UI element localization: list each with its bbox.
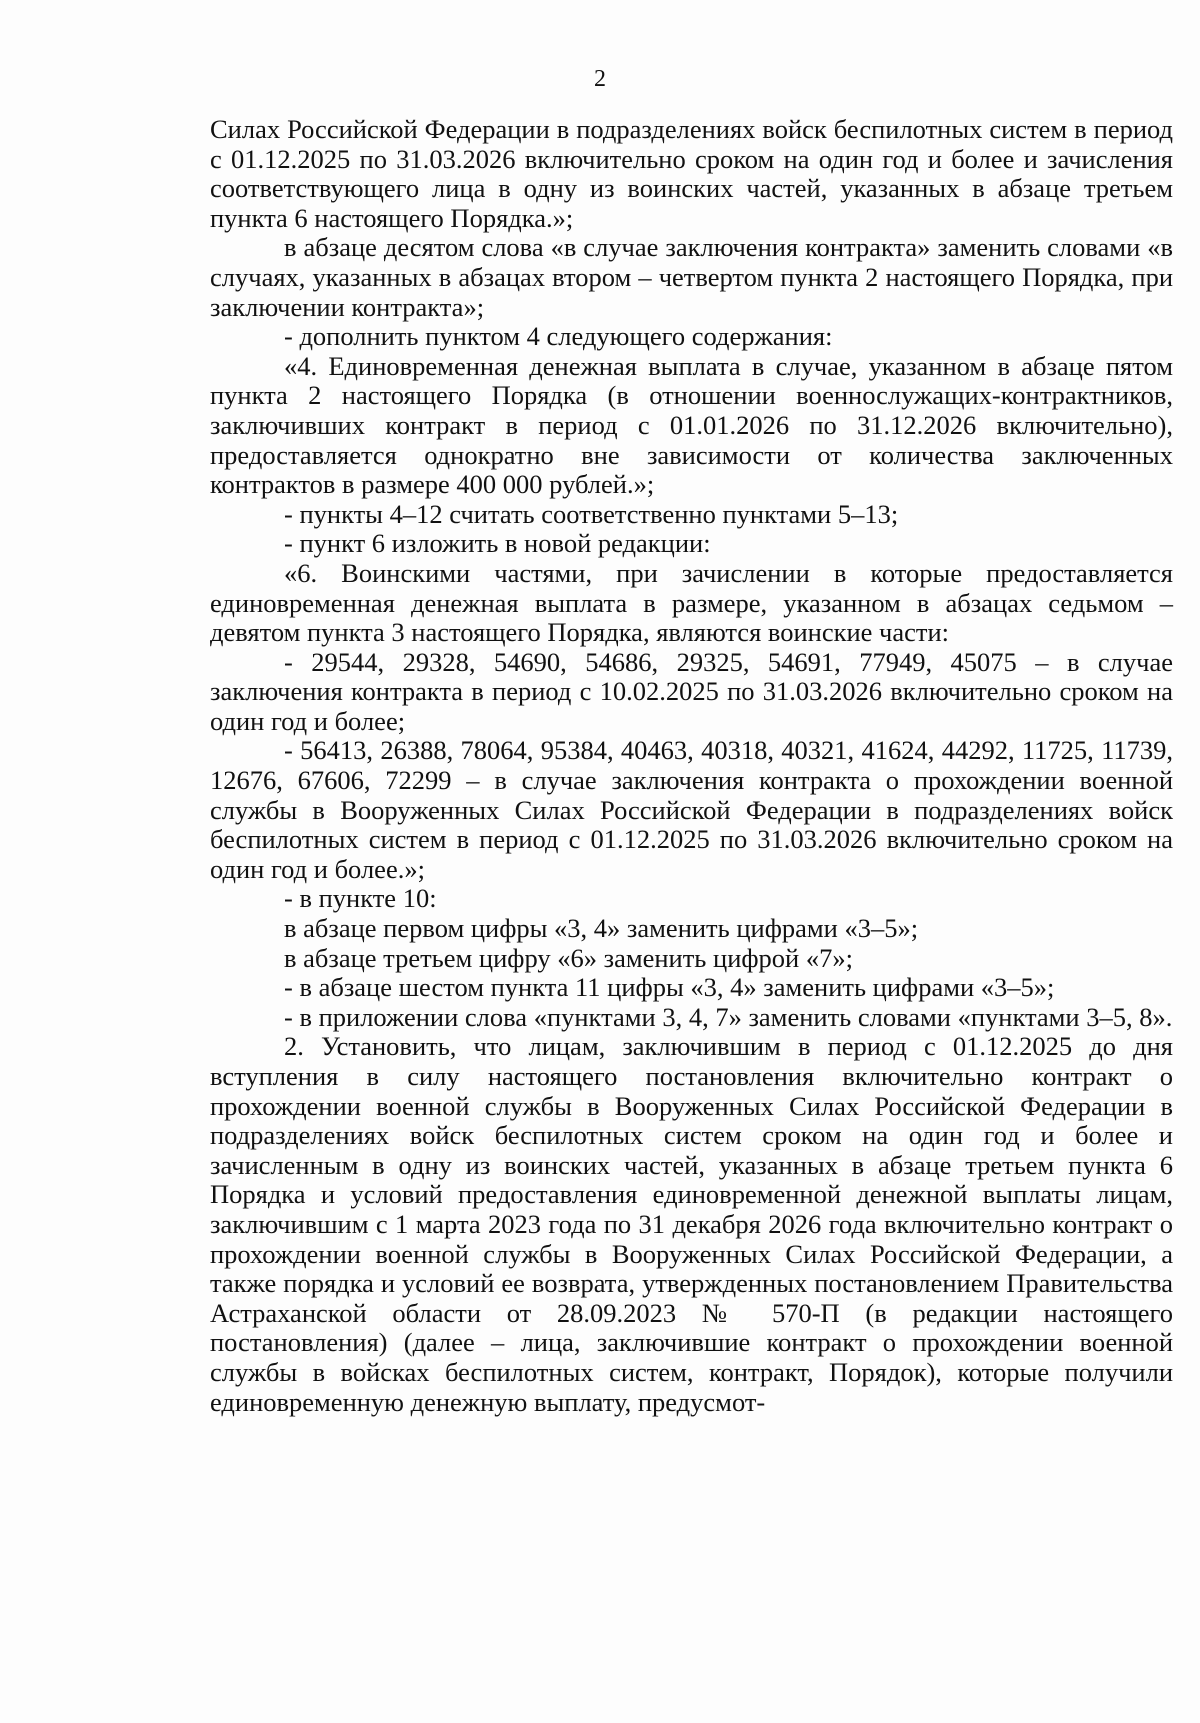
paragraph: в абзаце третьем цифру «6» заменить цифрой «7»;: [284, 942, 853, 973]
paragraph: 2. Установить, что лицам, заключившим в период с 01.12.2025 до дня вступления в силу настоящего постановления включительно контракт о прохождении военной службы в Вооруженных Силах Российской Федерации в подразделениях войск беспилотных систем сроком на один год и более и зачисленным в одну из воинских частей, указанных в абзаце третьем пункта 6 Порядка и условий предоставления единовременной денежной выплаты лицам, заключившим с 1 марта 2023 года по 31 декабря 2026 года включительно контракт о прохождении военной службы в Вооруженных Силах Российской Федерации, а также порядка и условий ее возврата, утвержденных постановлением Правительства Астраханской области от 28.09.2023 № 570-П (в редакции настоящего постановления) (далее – лица, заключившие контракт о прохождении военной службы в войсках беспилотных систем, контракт, Порядок), которые получили единовременную денежную выплату, предусмот-: [210, 1031, 1173, 1417]
paragraph: - пункт 6 изложить в новой редакции:: [284, 528, 711, 559]
paragraph: «6. Воинскими частями, при зачислении в которые предоставляется единовременная денежная выплата в размере, указанном в абзацах седьмом – девятом пункта 3 настоящего Порядка, являются воинские части:: [210, 557, 1173, 648]
paragraph: «4. Единовременная денежная выплата в случае, указанном в абзаце пятом пункта 2 настоящего Порядка (в отношении военнослужащих-контрактников, заключивших контракт в период с 01.01.2026 по 31.12.2026 включительно), предоставляется однократно вне зависимости от количества заключенных контрактов в размере 400 000 рублей.»;: [210, 350, 1173, 500]
paragraph: - пункты 4–12 считать соответственно пунктами 5–13;: [284, 498, 899, 529]
document-body: [210, 115, 1173, 1417]
paragraph: - 29544, 29328, 54690, 54686, 29325, 54691, 77949, 45075 – в случае заключения контракта в период с 10.02.2025 по 31.03.2026 включительно сроком на один год и более;: [210, 646, 1173, 736]
paragraph: - 56413, 26388, 78064, 95384, 40463, 40318, 40321, 41624, 44292, 11725, 11739, 12676, 67606, 72299 – в случае заключения контракта о прохождении военной службы в Вооруженных Силах Российской Федерации в подразделениях войск беспилотных систем в период с 01.12.2025 по 31.03.2026 включительно сроком на один год и более.»;: [210, 735, 1173, 884]
paragraph: в абзаце первом цифры «3, 4» заменить цифрами «3–5»;: [284, 913, 919, 944]
paragraph: в абзаце десятом слова «в случае заключения контракта» заменить словами «в случаях, указанных в абзацах втором – четвертом пункта 2 настоящего Порядка, при заключении контракта»;: [210, 232, 1173, 322]
paragraph: - в приложении слова «пунктами 3, 4, 7» заменить словами «пунктами 3–5, 8».: [284, 1001, 1173, 1032]
paragraph: - в пункте 10:: [284, 883, 437, 914]
paragraph: - в абзаце шестом пункта 11 цифры «3, 4» заменить цифрами «3–5»;: [284, 972, 1055, 1003]
paragraph: Силах Российской Федерации в подразделениях войск беспилотных систем в период с 01.12.2025 по 31.03.2026 включительно сроком на один год и более и зачисления соответствующего лица в одну из воинских частей, указанных в абзаце третьем пункта 6 настоящего Порядка.»;: [210, 114, 1173, 233]
paragraph: - дополнить пунктом 4 следующего содержания:: [284, 321, 833, 352]
page-number: 2: [594, 66, 606, 92]
